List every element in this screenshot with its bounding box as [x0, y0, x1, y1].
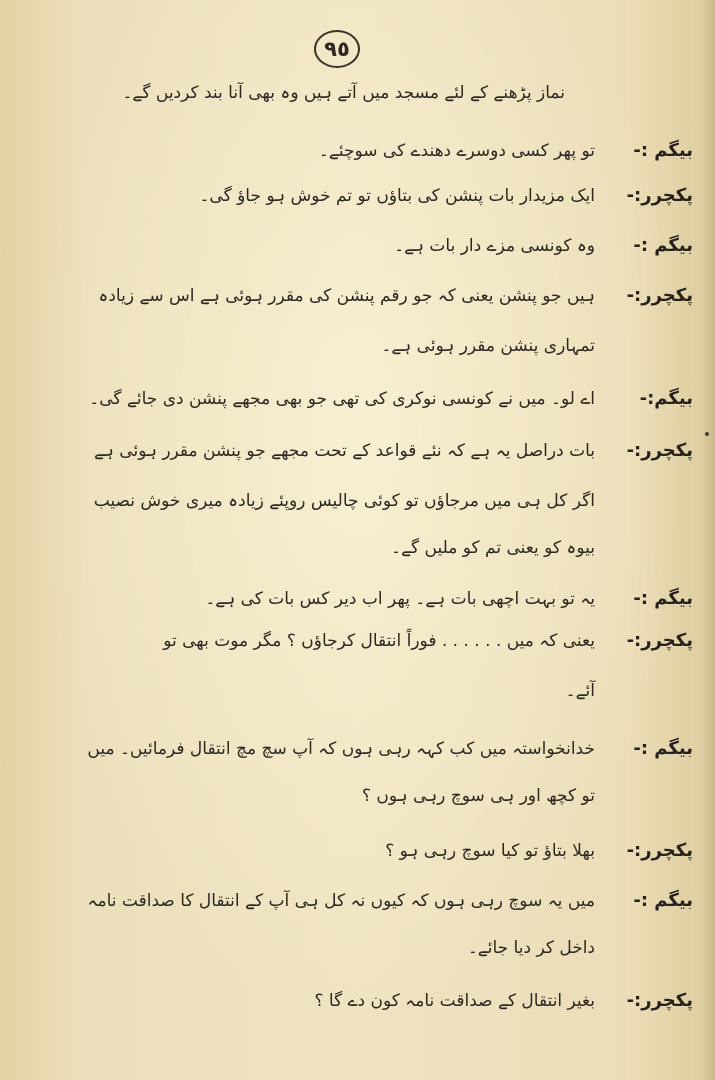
dialogue-line: اے لو۔ میں نے کونسی نوکری کی تھی جو بھی مجھے پنشن دی جائے گی۔ — [89, 389, 595, 409]
speaker-label: پکچرر:- — [626, 285, 693, 306]
speaker-label: بیگم:- — [639, 388, 693, 409]
page-number: ٩٥ — [314, 30, 360, 68]
ink-dot — [705, 432, 709, 436]
dialogue-line: بغیر انتقال کے صداقت نامہ کون دے گا ؟ — [314, 991, 595, 1011]
speaker-label: پکچرر:- — [626, 990, 693, 1011]
speaker-label: بیگم :- — [633, 235, 693, 256]
dialogue-line: بھلا بتاؤ تو کیا سوچ رہی ہو ؟ — [385, 841, 595, 861]
dialogue-line: آئے۔ — [565, 681, 595, 701]
speaker-label: بیگم :- — [633, 738, 693, 759]
speaker-label: پکچرر:- — [626, 630, 693, 651]
speaker-label: پکچرر:- — [626, 840, 693, 861]
speaker-label: پکچرر:- — [626, 440, 693, 461]
dialogue-line: تمہاری پنشن مقرر ہوئی ہے۔ — [381, 336, 595, 356]
speaker-label: بیگم :- — [633, 140, 693, 161]
dialogue-line: بات دراصل یہ ہے کہ نئے قواعد کے تحت مجھے جو پنشن مقرر ہوئی ہے — [93, 441, 595, 461]
dialogue-line: بیوہ کو یعنی تم کو ملیں گے۔ — [391, 538, 595, 558]
dialogue-line: میں یہ سوچ رہی ہوں کہ کیوں نہ کل ہی آپ کے انتقال کا صداقت نامہ — [87, 891, 595, 911]
dialogue-line: وہ کونسی مزے دار بات ہے۔ — [394, 236, 595, 256]
opening-line: نماز پڑھنے کے لئے مسجد میں آتے ہیں وہ بھی آنا بند کردیں گے۔ — [122, 83, 565, 103]
dialogue-line: یعنی کہ میں . . . . . . فوراً انتقال کرجاؤں ؟ مگر موت بھی تو — [163, 631, 595, 651]
dialogue-line: تو کچھ اور ہی سوچ رہی ہوں ؟ — [361, 786, 595, 806]
dialogue-line: ہیں جو پنشن یعنی کہ جو رقم پنشن کی مقرر ہوئی ہے اس سے زیادہ — [98, 286, 595, 306]
speaker-label: بیگم :- — [633, 890, 693, 911]
dialogue-line: اگر کل ہی میں مرجاؤں تو کوئی چالیس روپئے زیادہ میری خوش نصیب — [93, 491, 595, 511]
dialogue-line: ایک مزیدار بات پنشن کی بتاؤں تو تم خوش ہو جاؤ گی۔ — [199, 186, 595, 206]
speaker-label: پکچرر:- — [626, 185, 693, 206]
dialogue-line: یہ تو بہت اچھی بات ہے۔ پھر اب دیر کس بات کی ہے۔ — [205, 589, 595, 609]
dialogue-line: داخل کر دیا جائے۔ — [467, 938, 595, 958]
page-edge-shadow — [701, 0, 715, 1080]
speaker-label: بیگم :- — [633, 588, 693, 609]
dialogue-line: تو پھر کسی دوسرے دھندے کی سوچئے۔ — [318, 141, 595, 161]
dialogue-line: خدانخواستہ میں کب کہہ رہی ہوں کہ آپ سچ مچ انتقال فرمائیں۔ میں — [87, 739, 595, 759]
